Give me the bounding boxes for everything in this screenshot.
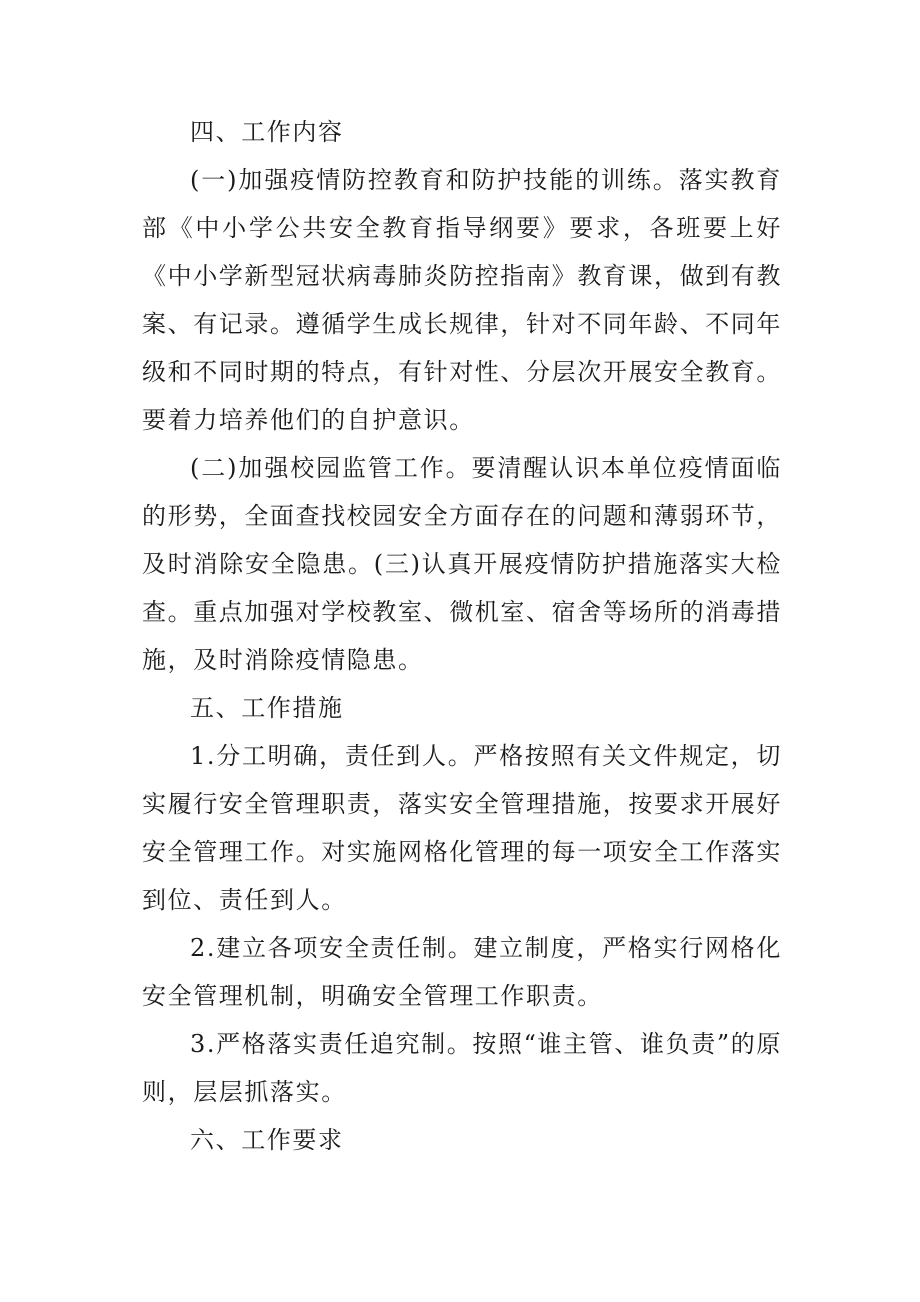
- section-heading-work-requirements: 六、工作要求: [190, 1126, 344, 1154]
- section-heading-work-content: 四、工作内容: [190, 118, 344, 146]
- paragraph-campus-supervision: (二)加强校园监管工作。要清醒认识本单位疫情面临的形势，全面查找校园安全方面存在的问题和薄弱环节，及时消除安全隐患。(三)认真开展疫情防护措施落实大检查。重点加强对学校教室、微机室、宿舍等场所的消毒措施，及时消除疫情隐患。: [142, 454, 782, 674]
- document-page: [142, 108, 782, 1164]
- paragraph-epidemic-education: (一)加强疫情防控教育和防护技能的训练。落实教育部《中小学公共安全教育指导纲要》要求，各班要上好《中小学新型冠状病毒肺炎防控指南》教育课，做到有教案、有记录。遵循学生成长规律，针对不同年龄、不同年级和不同时期的特点，有针对性、分层次开展安全教育。要着力培养他们的自护意识。: [142, 166, 782, 434]
- paragraph-measure-1: 1.分工明确，责任到人。严格按照有关文件规定，切实履行安全管理职责，落实安全管理措施，按要求开展好安全管理工作。对实施网格化管理的每一项安全工作落实到位、责任到人。: [142, 742, 782, 914]
- section-heading-work-measures: 五、工作措施: [190, 694, 344, 722]
- paragraph-measure-2: 2.建立各项安全责任制。建立制度，严格实行网格化安全管理机制，明确安全管理工作职责。: [142, 934, 782, 1010]
- paragraph-measure-3: 3.严格落实责任追究制。按照“谁主管、谁负责”的原则，层层抓落实。: [142, 1030, 782, 1106]
